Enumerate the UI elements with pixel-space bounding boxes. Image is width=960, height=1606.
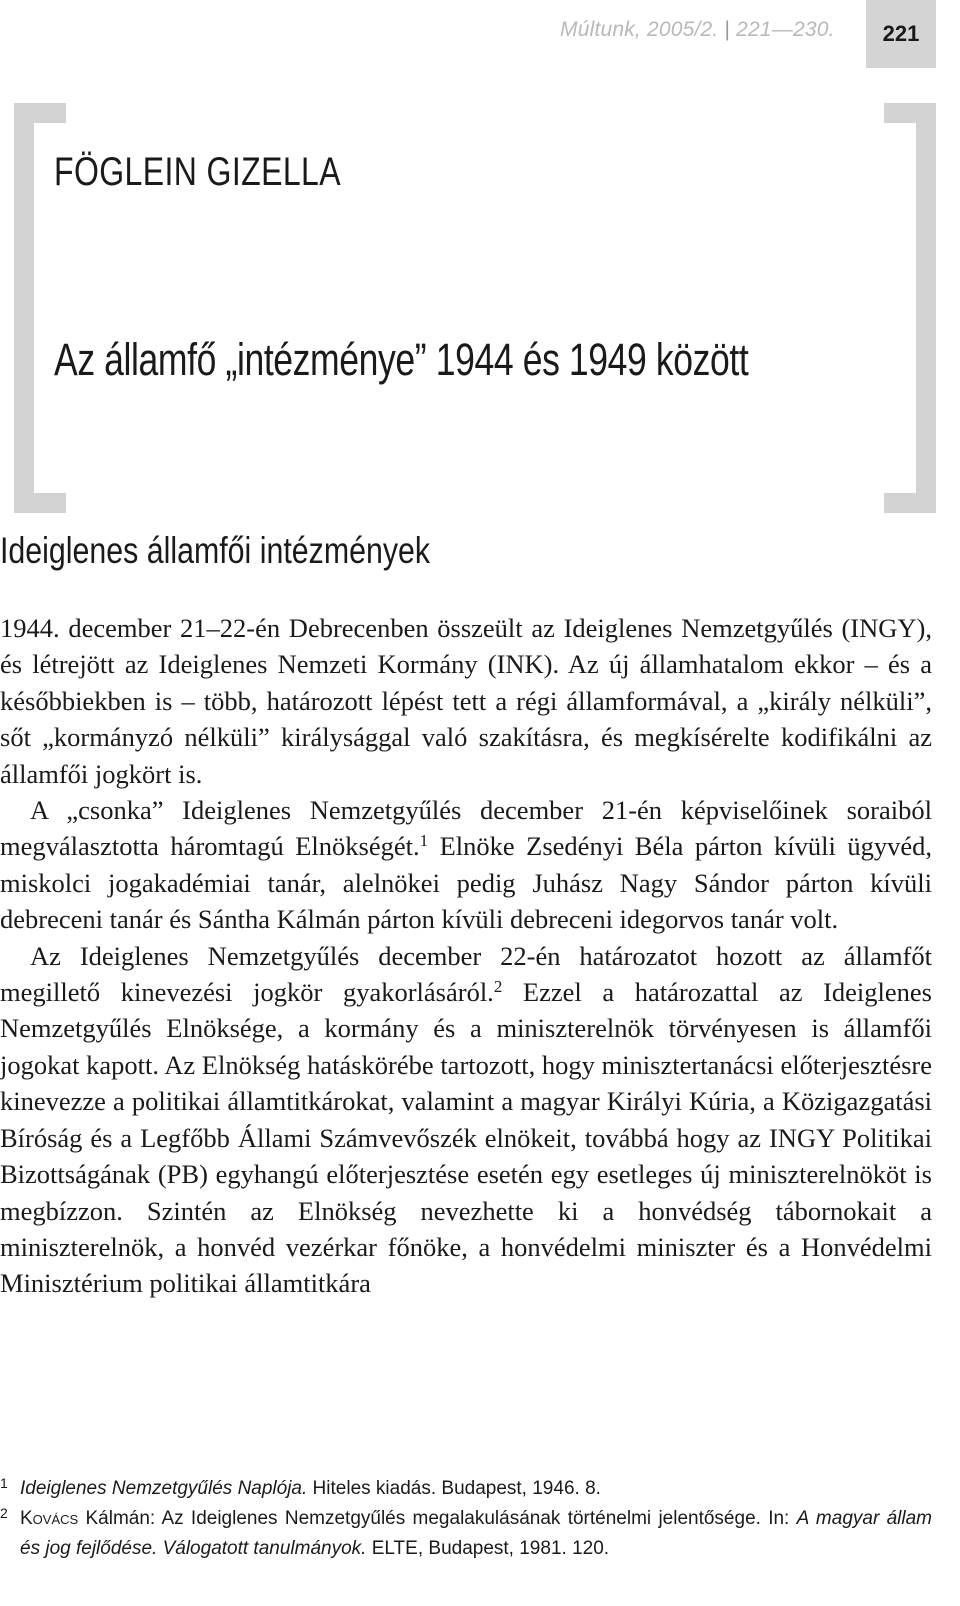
footnote-1-title: Ideiglenes Nemzetgyűlés Naplója. xyxy=(20,1478,308,1499)
footnote-1 xyxy=(0,1474,932,1504)
footnote-2-author: Kovács xyxy=(20,1508,79,1529)
footnote-2-number: 2 xyxy=(0,1505,8,1521)
running-header xyxy=(560,18,860,42)
page-range: 221—230. xyxy=(736,18,835,41)
footnote-1-details: Hiteles kiadás. Budapest, 1946. 8. xyxy=(307,1478,601,1499)
right-bracket-decoration xyxy=(884,103,936,513)
footnote-2-book: A magyar állam és jog fejlődése. Válogatott tanulmányok. xyxy=(20,1508,932,1559)
page-number: 221 xyxy=(866,0,936,68)
footnote-ref-1[interactable]: 1 xyxy=(419,831,429,851)
paragraph-1: 1944. december 21–22-én Debrecenben összeült az Ideiglenes Nemzetgyűlés (INGY), és létrejött az Ideiglenes Nemzeti Kormány (INK). Az új államhatalom ekkor – és a későbbiekben is – több, határozott lépést tett a régi államformával, a „király nélküli”, sőt „kormányzó nélküli” királysággal való szakításra, és megkísérelte kodifikálni az államfői jogkört is. xyxy=(0,613,932,789)
header-separator: | xyxy=(724,18,731,41)
journal-citation: Múltunk, 2005/2. xyxy=(560,18,719,41)
footnote-ref-2[interactable]: 2 xyxy=(493,977,503,997)
article-body xyxy=(0,610,932,1302)
footnote-2-details: ELTE, Budapest, 1981. 120. xyxy=(366,1538,610,1559)
article-author: FÖGLEIN GIZELLA xyxy=(54,150,341,194)
article-title: Az államfő „intézménye” 1944 és 1949 között xyxy=(54,334,749,385)
paragraph-3 xyxy=(0,938,932,1302)
paragraph-2-part-1: A „csonka” Ideiglenes Nemzetgyűlés december 21-én képviselőinek soraiból megválasztotta háromtagú Elnökségét. xyxy=(0,795,932,862)
paragraph-3-part-2: Ezzel a határozattal az Ideiglenes Nemzetgyűlés Elnöksége, a kormány és a miniszterelnök törvényesen is államfői jogokat kapott. Az Elnökség hatáskörébe tartozott, hogy minisztertanácsi előterjesztésre kinevezze a politikai államtitkárokat, valamint a magyar Királyi Kúria, a Közigazgatási Bíróság és a Legfőbb Állami Számvevőszék elnökeit, továbbá hogy az INGY Politikai Bizottságának (PB) egyhangú előterjesztése esetén egy esetleges új miniszterelnököt is megbízzon. Szintén az Elnökség nevezhette ki a honvédség tábornokait a miniszterelnök, a honvéd vezérkar főnöke, a honvédelmi miniszter és a Honvédelmi Minisztérium politikai államtitkára xyxy=(0,977,932,1299)
footnotes xyxy=(0,1474,932,1564)
paragraph-2-part-2: Elnöke Zsedényi Béla párton kívüli ügyvéd, miskolci jogakadémiai tanár, alelnökei pedig Juhász Nagy Sándor párton kívüli debreceni tanár és Sántha Kálmán párton kívüli debreceni idegorvos tanár volt. xyxy=(0,831,933,935)
paragraph-3-part-1: Az Ideiglenes Nemzetgyűlés december 22-én határozatot hozott az államfőt megillető kinevezési jogkör gyakorlásáról. xyxy=(0,940,932,1008)
section-heading: Ideiglenes államfői intézmények xyxy=(0,530,431,571)
footnote-2-text: Kálmán: Az Ideiglenes Nemzetgyűlés megalakulásának történelmi jelentősége. In: xyxy=(78,1508,797,1529)
footnote-1-number: 1 xyxy=(0,1475,8,1491)
footnote-2 xyxy=(0,1504,932,1564)
paragraph-2 xyxy=(0,792,932,938)
